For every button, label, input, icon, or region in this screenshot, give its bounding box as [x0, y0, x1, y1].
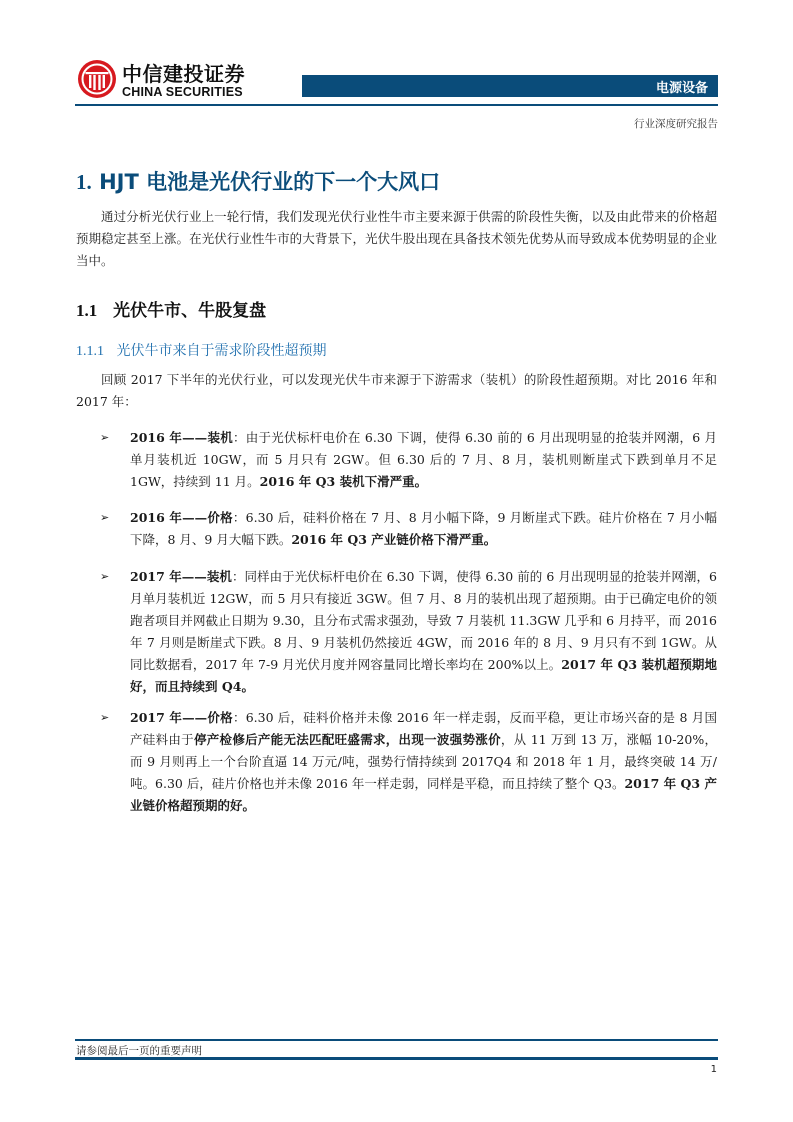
section-title: HJT 电池是光伏行业的下一个大风口	[99, 170, 441, 194]
sector-label: 电源设备	[655, 81, 708, 96]
bullet-lead: 2016 年——价格	[130, 510, 233, 525]
sector-banner	[302, 75, 718, 97]
header-divider	[75, 104, 718, 106]
bullet-text: ：同样由于光伏标杆电价在 6.30 下调，使得 6.30 前的 6 月出现明显的抢装并网潮，6 月单月装机近 12GW，而 5 月只有接近 3GW。但 7 月、8 月的装机出现了超预期。由于已确定电价的领跑者项目并网截止日期为 9.30，且分布式需求强劲，导致 7 月装机 11.3GW 几乎和 6 月持平，而 2016 年 7 月则是断崖式下跌。8 月、9 月装机仍然接近 4GW，而 2016 年的 8 月、9 月只有不到 1GW。从同比数据看，2017 年 7-9 月光伏月度并网容量同比增长率均在 200%以上。	[130, 569, 717, 672]
section-number: 1.1	[76, 301, 98, 320]
bullet-2017-installation	[100, 566, 717, 698]
footer-divider-top	[75, 1039, 718, 1041]
bullet-lead: 2017 年——装机	[130, 569, 232, 584]
section-1-1-heading	[76, 296, 266, 321]
logo-english-name: CHINA SECURITIES	[122, 85, 243, 99]
footer-divider-bottom	[75, 1057, 718, 1060]
bullet-text: ：6.30 后，硅料价格在 7 月、8 月小幅下降，9 月断崖式下跌。硅片价格在 7 月小幅下降，8 月、9 月大幅下跌。	[130, 510, 717, 547]
bullet-lead: 2017 年——价格	[130, 710, 233, 725]
bullet-2017-price	[100, 707, 717, 817]
bullet-conclusion: 2016 年 Q3 装机下滑严重。	[259, 474, 428, 489]
bullet-conclusion: 2017 年 Q3 装机超预期地好，而且持续到 Q4。	[130, 657, 717, 694]
section-1-1-1-intro: 回顾 2017 下半年的光伏行业，可以发现光伏牛市来源于下游需求（装机）的阶段性超预期。对比 2016 年和 2017 年：	[76, 372, 717, 409]
bullet-2016-installation	[100, 427, 717, 493]
bullet-conclusion: 2016 年 Q3 产业链价格下滑严重。	[291, 532, 497, 547]
arrow-bullet-icon: ➢	[100, 570, 110, 583]
bullet-text: ：由于光伏标杆电价在 6.30 下调，使得 6.30 前的 6 月出现明显的抢装并网潮，6 月单月装机近 10GW，而 5 月只有 2GW。但 6.30 后的 7 月、8 月，装机则断崖式下跌到单月不足 1GW，持续到 11 月。	[130, 430, 717, 489]
arrow-bullet-icon: ➢	[100, 431, 110, 444]
section-1-1-1-heading	[76, 340, 326, 360]
section-title: 光伏牛市、牛股复盘	[113, 301, 267, 321]
page-number: 1	[710, 1064, 717, 1075]
report-type-label: 行业深度研究报告	[634, 118, 718, 130]
section-number: 1.1.1	[76, 344, 104, 359]
section-1-heading	[76, 166, 440, 196]
bullet-text: ：6.30 后，硅料价格并未像 2016 年一样走弱，反而平稳，更让市场兴奋的是 8 月国产硅料由于	[130, 710, 717, 747]
company-logo	[75, 58, 255, 102]
section-1-intro: 通过分析光伏行业上一轮行情，我们发现光伏行业性牛市主要来源于供需的阶段性失衡，以及由此带来的价格超预期稳定甚至上涨。在光伏行业性牛市的大背景下，光伏牛股出现在具备技术领先优势从而导致成本优势明显的企业当中。	[76, 209, 717, 268]
bullet-conclusion: 2017 年 Q3 产业链价格超预期的好。	[130, 776, 717, 813]
logo-chinese-name: 中信建投证券	[122, 62, 245, 86]
section-title: 光伏牛市来自于需求阶段性超预期	[116, 343, 327, 359]
arrow-bullet-icon: ➢	[100, 711, 110, 724]
bullet-lead: 2016 年——装机	[130, 430, 233, 445]
arrow-bullet-icon: ➢	[100, 511, 110, 524]
bullet-emphasis: 停产检修后产能无法匹配旺盛需求，出现一波强势涨价	[193, 732, 501, 747]
bullet-text: ，从 11 万到 13 万，涨幅 10-20%，而 9 月则再上一个台阶直逼 14 万元/吨，强势行情持续到 2017Q4 和 2018 年 1 月，最终突破 14 万/吨。6.30 后，硅片价格也并未像 2016 年一样走弱，同样是平稳，而且持续了整个 Q3。	[130, 732, 717, 791]
bullet-2016-price	[100, 507, 717, 551]
section-number: 1.	[76, 170, 92, 194]
disclaimer-note: 请参阅最后一页的重要声明	[76, 1045, 202, 1057]
citic-logo-icon	[77, 59, 117, 99]
